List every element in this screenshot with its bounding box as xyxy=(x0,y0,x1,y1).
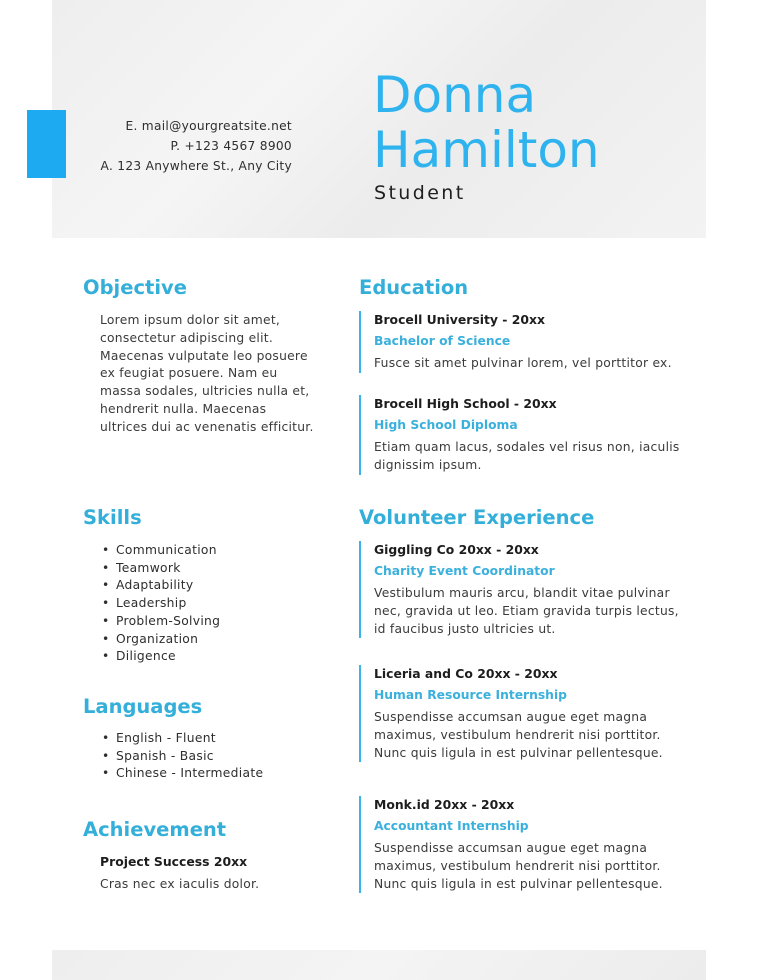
language-item: • Chinese - Intermediate xyxy=(102,765,263,783)
languages-list xyxy=(102,730,263,783)
volunteer-entry xyxy=(359,665,692,762)
skill-item: • Leadership xyxy=(102,595,220,613)
entry-description: Suspendisse accumsan augue eget magna maximus, vestibulum hendrerit nisi porttitor. Nunc quis ligula in est pulvinar pellentesque. xyxy=(374,710,663,760)
entry-title: Monk.id 20xx - 20xx xyxy=(374,797,515,812)
objective-heading: Objective xyxy=(83,276,187,299)
volunteer-entry xyxy=(359,541,692,638)
entry-description: Suspendisse accumsan augue eget magna maximus, vestibulum hendrerit nisi porttitor. Nunc quis ligula in est pulvinar pellentesque. xyxy=(374,841,663,891)
education-entry xyxy=(359,395,692,475)
contact-phone: P. +123 4567 8900 xyxy=(170,139,292,153)
volunteer-heading: Volunteer Experience xyxy=(359,506,595,529)
education-entry xyxy=(359,311,692,373)
skill-item: • Organization xyxy=(102,631,220,649)
entry-subtitle: Human Resource Internship xyxy=(374,688,567,702)
contact-address: A. 123 Anywhere St., Any City xyxy=(100,159,292,173)
skill-item: • Problem-Solving xyxy=(102,613,220,631)
entry-description: Etiam quam lacus, sodales vel risus non, iaculis dignissim ipsum. xyxy=(374,440,680,472)
footer-background xyxy=(52,950,706,980)
contact-email: E. mail@yourgreatsite.net xyxy=(125,119,292,133)
entry-description: Vestibulum mauris arcu, blandit vitae pulvinar nec, gravida ut leo. Etiam gravida turpis lectus, id faucibus justo ultricies ut. xyxy=(374,586,679,636)
languages-heading: Languages xyxy=(83,695,203,718)
achievement-text: Cras nec ex iaculis dolor. xyxy=(100,877,260,891)
skills-list xyxy=(102,542,220,666)
language-item: • Spanish - Basic xyxy=(102,748,263,766)
entry-title: Brocell High School - 20xx xyxy=(374,396,557,411)
name-first: Donna xyxy=(373,66,537,124)
skills-heading: Skills xyxy=(83,506,142,529)
skill-item: • Communication xyxy=(102,542,220,560)
contact-info xyxy=(101,116,292,176)
entry-title: Brocell University - 20xx xyxy=(374,312,545,327)
skill-item: • Diligence xyxy=(102,648,220,666)
entry-subtitle: High School Diploma xyxy=(374,418,518,432)
language-item: • English - Fluent xyxy=(102,730,263,748)
entry-subtitle: Accountant Internship xyxy=(374,819,529,833)
candidate-title: Student xyxy=(374,182,466,204)
accent-block xyxy=(27,110,66,178)
volunteer-entry xyxy=(359,796,692,893)
entry-description: Fusce sit amet pulvinar lorem, vel porttitor ex. xyxy=(374,356,672,370)
achievement-heading: Achievement xyxy=(83,818,227,841)
skill-item: • Teamwork xyxy=(102,560,220,578)
entry-subtitle: Charity Event Coordinator xyxy=(374,564,555,578)
name-last: Hamilton xyxy=(373,121,600,179)
education-heading: Education xyxy=(359,276,469,299)
entry-title: Giggling Co 20xx - 20xx xyxy=(374,542,539,557)
entry-title: Liceria and Co 20xx - 20xx xyxy=(374,666,558,681)
candidate-name xyxy=(373,68,600,178)
entry-subtitle: Bachelor of Science xyxy=(374,334,511,348)
achievement-title: Project Success 20xx xyxy=(100,854,248,869)
skill-item: • Adaptability xyxy=(102,577,220,595)
objective-text: Lorem ipsum dolor sit amet, consectetur adipiscing elit. Maecenas vulputate leo posuere ex feugiat posuere. Nam eu massa sodales, ultricies nulla et, hendrerit nulla. Maecenas ultrices dui ac venenatis efficitur. xyxy=(100,313,314,434)
